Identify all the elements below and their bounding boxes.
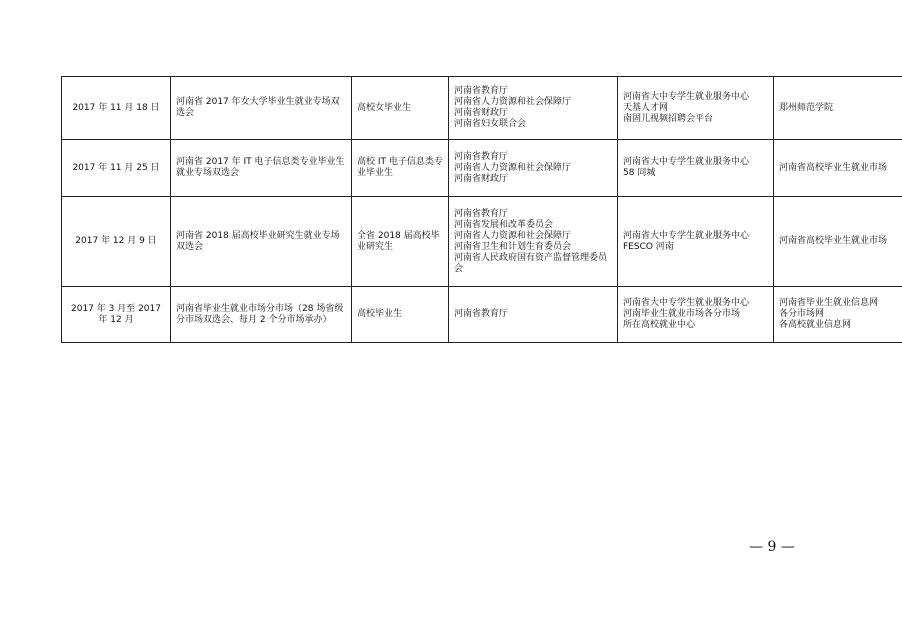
table-row	[62, 77, 902, 140]
support-line: 所在高校就业中心	[623, 320, 696, 330]
venue-cell	[774, 197, 902, 287]
target-audience-cell: 高校毕业生	[352, 287, 449, 343]
organizer-cell	[449, 287, 618, 343]
organizer-line: 河南省教育厅	[454, 309, 509, 319]
date-cell: 2017 年 12 月 9 日	[62, 197, 171, 287]
target-audience-cell: 高校 IT 电子信息类专业毕业生	[352, 140, 449, 197]
venue-line: 各高校就业信息网	[779, 320, 852, 330]
support-cell	[618, 197, 774, 287]
support-line: 河南省大中专学生就业服务中心	[623, 157, 750, 167]
organizer-line: 河南省财政厅	[454, 173, 509, 184]
support-line: 河南省大中专学生就业服务中心	[623, 298, 750, 308]
venue-line: 各分市场网	[779, 309, 825, 319]
organizer-line: 河南省人力资源和社会保障厅	[454, 162, 572, 173]
support-line: 河南省大中专学生就业服务中心	[623, 230, 750, 241]
venue-cell	[774, 287, 902, 343]
support-line: FESCO 河南	[623, 241, 674, 252]
organizer-line: 河南省发展和改革委员会	[454, 219, 554, 230]
venue-line: 郑州师范学院	[779, 102, 834, 113]
support-line: 58 同城	[623, 168, 656, 178]
event-name-cell: 河南省毕业生就业市场分市场（28 场省级分市场双选会、每月 2 个分市场承办）	[171, 287, 352, 343]
target-audience-cell: 全省 2018 届高校毕业研究生	[352, 197, 449, 287]
organizer-line: 河南省人力资源和社会保障厅	[454, 230, 572, 241]
date-cell: 2017 年 11 月 18 日	[62, 77, 171, 140]
support-cell	[618, 287, 774, 343]
organizer-line: 河南省教育厅	[454, 151, 509, 162]
page-number: — 9 —	[749, 539, 795, 555]
organizer-line: 河南省教育厅	[454, 208, 509, 219]
organizer-line: 河南省卫生和计划生育委员会	[454, 241, 572, 252]
support-line: 南固儿视频招聘会平台	[623, 113, 714, 124]
organizer-cell	[449, 77, 618, 140]
venue-line: 河南省毕业生就业信息网	[779, 298, 879, 308]
event-name-cell: 河南省 2018 届高校毕业研究生就业专场双选会	[171, 197, 352, 287]
organizer-line: 河南省妇女联合会	[454, 119, 527, 129]
table-row	[62, 287, 902, 343]
venue-cell	[774, 77, 902, 140]
venue-line: 河南省高校毕业生就业市场	[779, 236, 888, 246]
organizer-line: 河南省财政厅	[454, 108, 509, 118]
organizer-cell	[449, 140, 618, 197]
organizer-line: 河南省教育厅	[454, 86, 509, 96]
date-cell: 2017 年 3 月至 2017 年 12 月	[62, 287, 171, 343]
organizer-cell	[449, 197, 618, 287]
venue-line: 河南省高校毕业生就业市场	[779, 162, 888, 173]
table-row	[62, 197, 902, 287]
support-line: 河南省大中专学生就业服务中心	[623, 91, 750, 102]
support-line: 天基人才网	[623, 102, 669, 113]
target-audience-cell: 高校女毕业生	[352, 77, 449, 140]
support-line: 河南毕业生就业市场各分市场	[623, 309, 741, 319]
date-cell: 2017 年 11 月 25 日	[62, 140, 171, 197]
table-row	[62, 140, 902, 197]
venue-cell	[774, 140, 902, 197]
support-cell	[618, 140, 774, 197]
support-cell	[618, 77, 774, 140]
event-name-cell: 河南省 2017 年 IT 电子信息类专业毕业生就业专场双选会	[171, 140, 352, 197]
organizer-line: 河南省人力资源和社会保障厅	[454, 97, 572, 107]
event-name-cell: 河南省 2017 年女大学毕业生就业专场双选会	[171, 77, 352, 140]
organizer-line: 河南省人民政府国有资产监督管理委员会	[454, 252, 608, 274]
job-fair-table	[61, 76, 902, 343]
